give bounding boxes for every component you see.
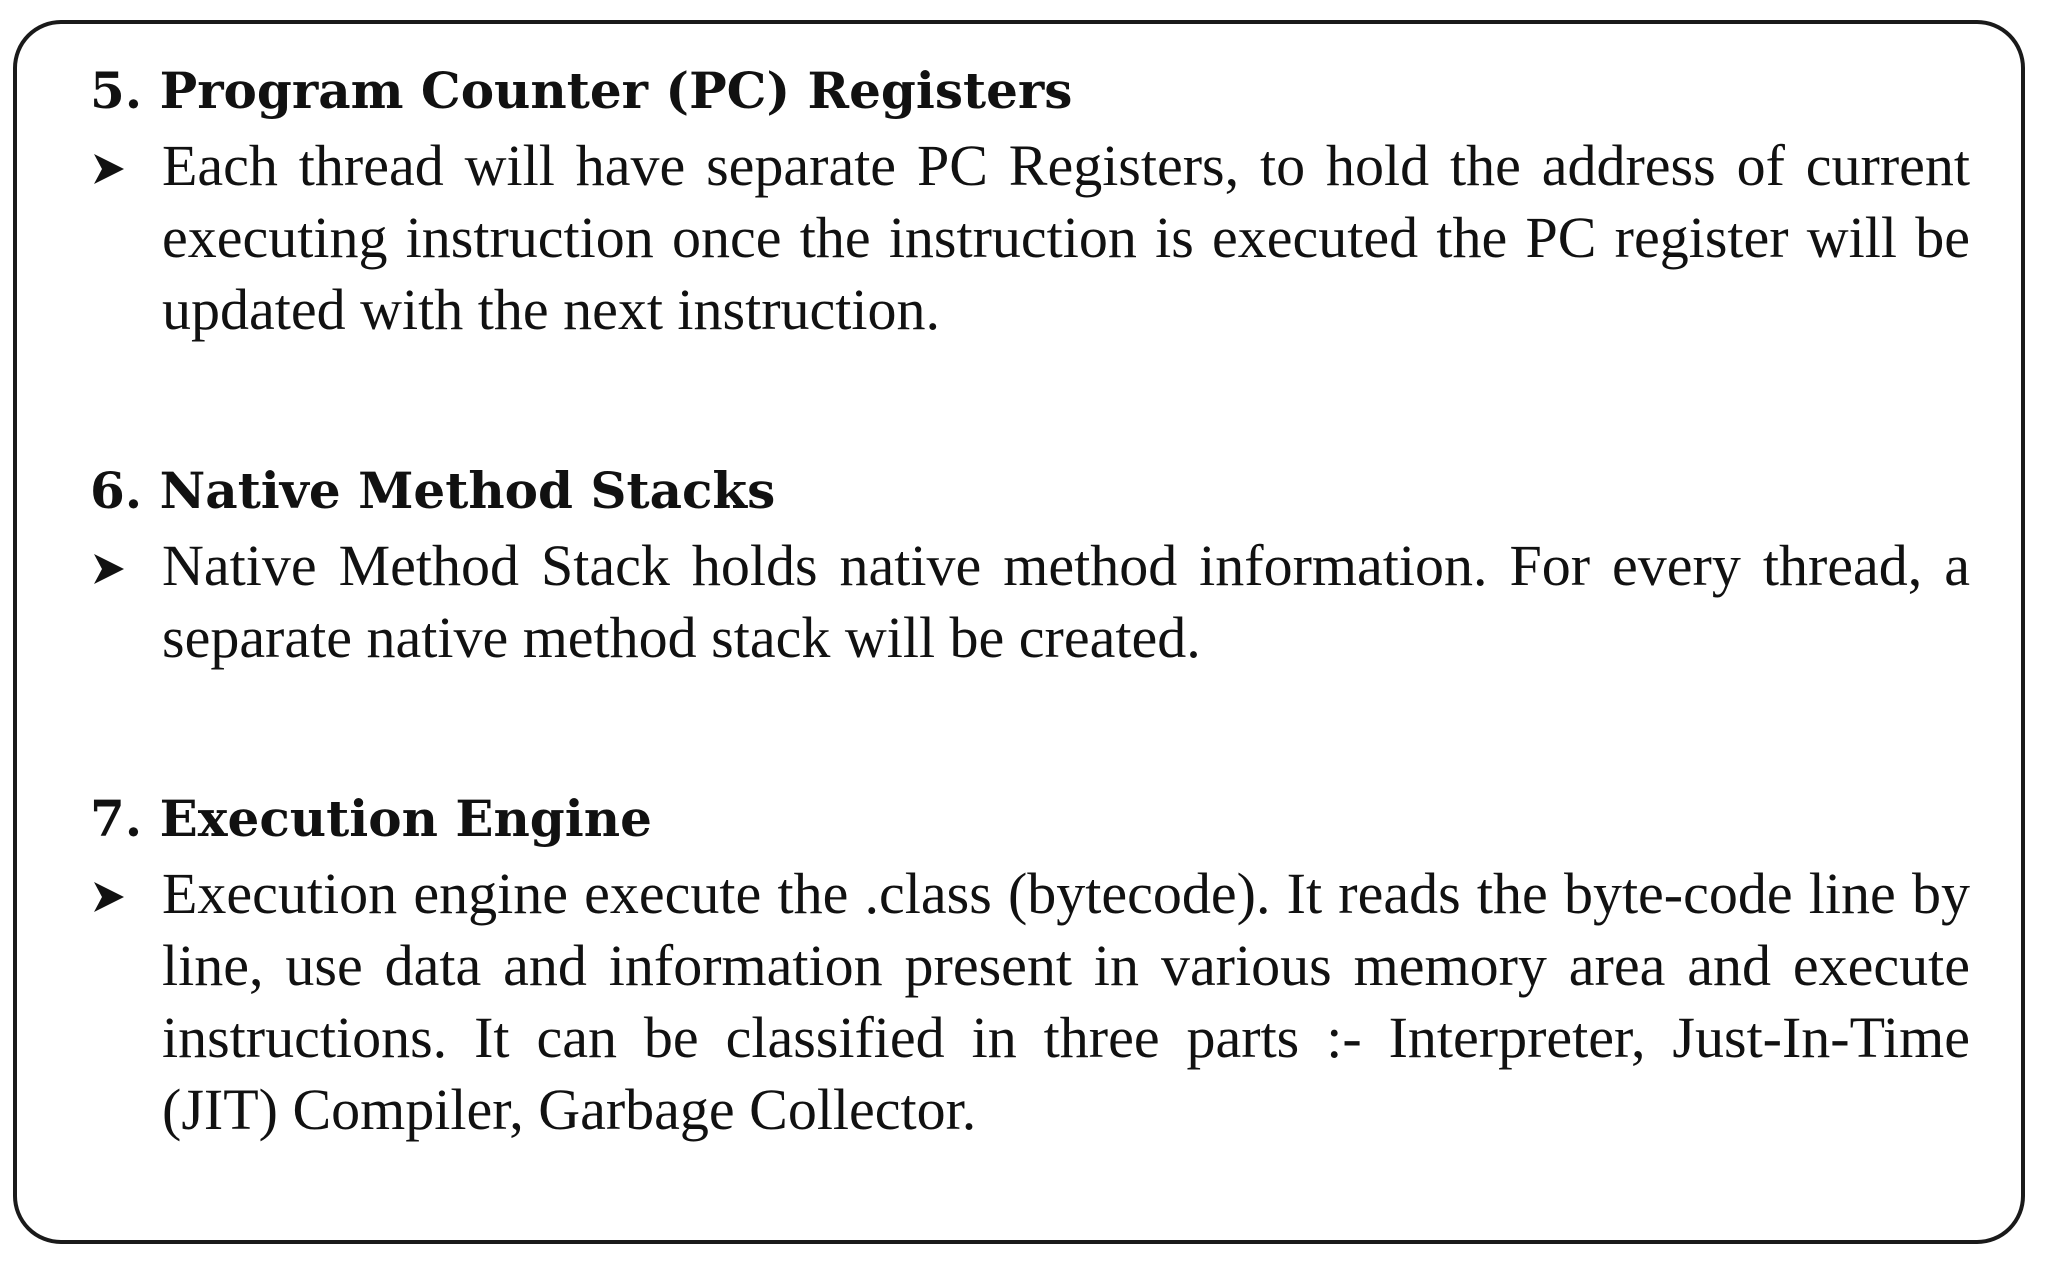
bullet-text: Each thread will have separate PC Registers, to hold the address of current executing instruction once the instruction is executed the PC register will be updated with the next instruction. <box>162 133 1970 342</box>
bullet-item <box>90 858 1970 1146</box>
document-content <box>90 52 1970 1146</box>
bullet-text: Native Method Stack holds native method information. For every thread, a separate native method stack will be created. <box>162 533 1970 670</box>
arrowhead-bullet-icon <box>92 152 126 186</box>
section-pc-registers <box>90 52 1970 346</box>
bullet-text: Execution engine execute the .class (bytecode). It reads the byte-code line by line, use data and information present in various memory area and execute instructions. It can be classified in three parts :- Interpreter, Just-In-Time (JIT) Compiler, Garbage Collector. <box>162 861 1970 1142</box>
section-heading: 5. Program Counter (PC) Registers <box>90 61 1073 120</box>
section-execution-engine <box>90 780 1970 1146</box>
arrowhead-bullet-icon <box>92 880 126 914</box>
section-native-method-stacks <box>90 452 1970 674</box>
arrowhead-bullet-icon <box>92 552 126 586</box>
bullet-item <box>90 130 1970 346</box>
section-heading: 7. Execution Engine <box>90 789 652 848</box>
section-heading: 6. Native Method Stacks <box>90 461 776 520</box>
bullet-item <box>90 530 1970 674</box>
